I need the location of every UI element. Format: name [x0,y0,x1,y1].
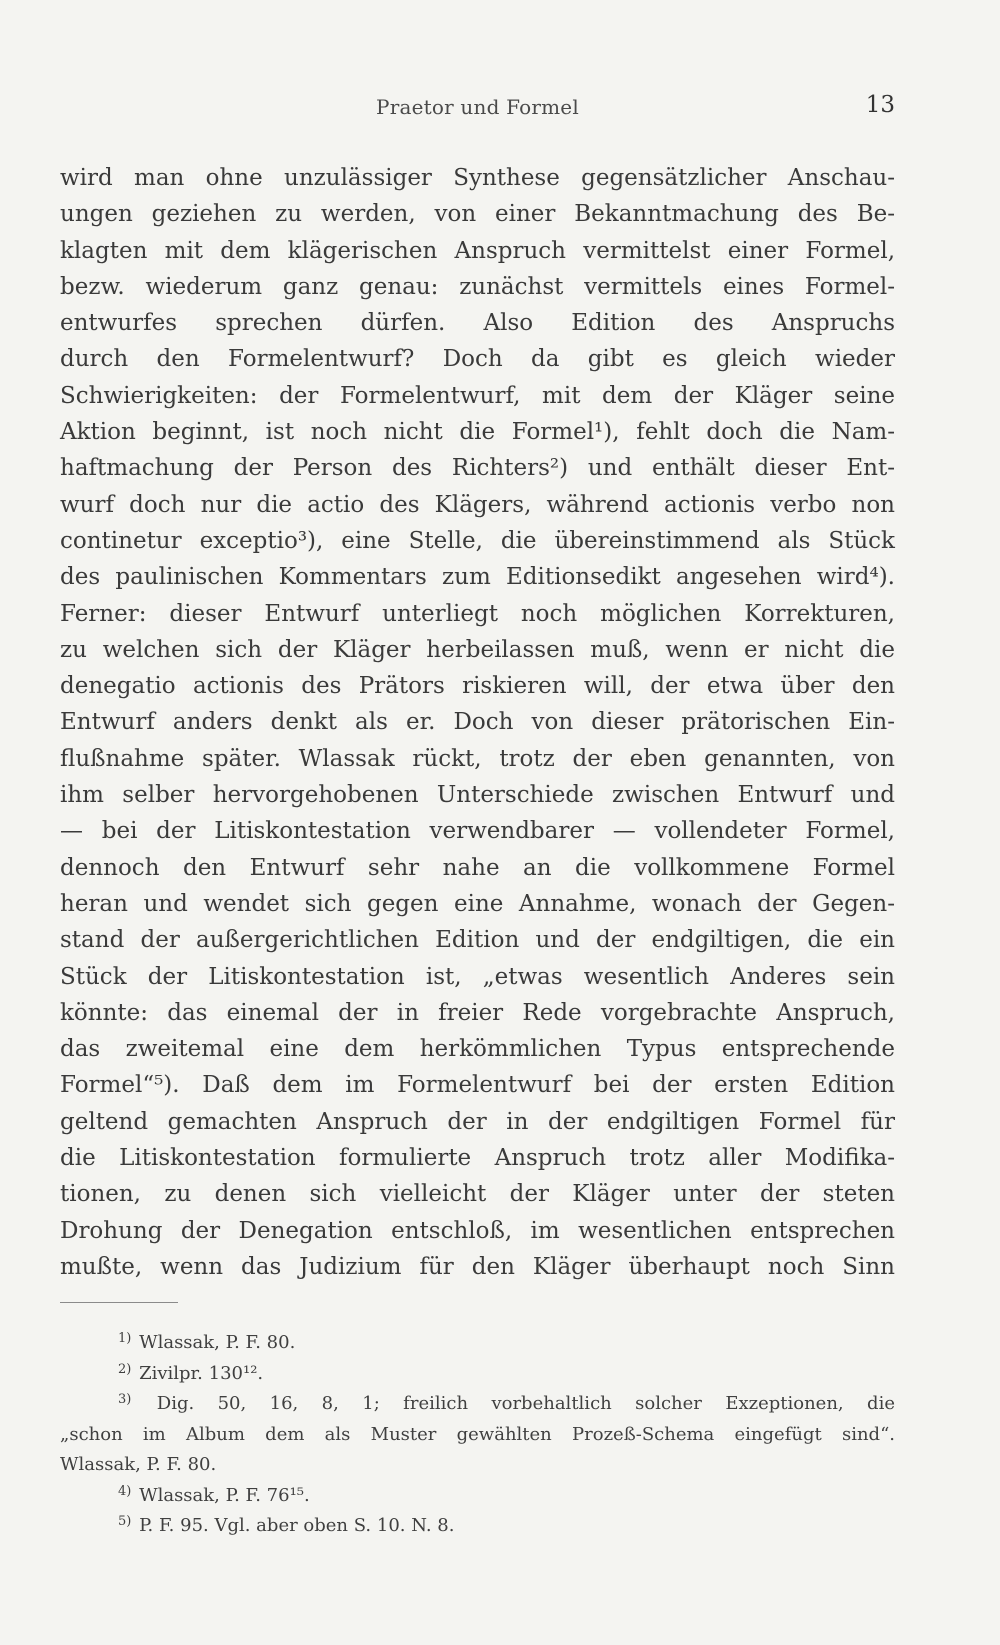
text-line: Drohung der Denegation entschloß, im wesentlichen entsprechen [60,1217,895,1244]
footnote-3 [60,1389,895,1420]
text-line: stand der außergerichtlichen Edition und der endgiltigen, die ein [60,927,895,954]
footnote-3-continued: Wlassak, P. F. 80. [60,1454,217,1475]
footnotes [60,1328,895,1542]
text-line: des paulinischen Kommentars zum Editionsedikt angesehen wird⁴). [60,564,895,591]
page-header [60,92,895,125]
footnote-text: P. F. 95. Vgl. aber oben S. 10. N. 8. [139,1515,455,1536]
text-line: mußte, wenn das Judizium für den Kläger überhaupt noch Sinn [60,1253,895,1280]
footnote-3-continued: „schon im Album dem als Muster gewählten Prozeß-Schema eingefügt sind“. [60,1423,895,1445]
footnote-4 [60,1481,895,1512]
footnote-divider [60,1302,178,1303]
text-line: Schwierigkeiten: der Formelentwurf, mit dem der Kläger seine [60,382,895,409]
page-number: 13 [865,92,895,118]
footnote-1 [60,1328,895,1359]
text-line: klagten mit dem klägerischen Anspruch vermittelst einer Formel, [60,237,895,264]
text-line: ungen geziehen zu werden, von einer Bekanntmachung des Be- [60,201,895,228]
text-line: ihm selber hervorgehobenen Unterschiede zwischen Entwurf und [60,782,895,809]
footnote-marker: 5) [118,1514,132,1529]
main-text [60,160,895,1285]
text-line: continetur exceptio³), eine Stelle, die übereinstimmend als Stück [60,527,895,554]
footnote-text: Dig. 50, 16, 8, 1; freilich vorbehaltlich solcher Exzeptionen, die [156,1393,895,1414]
footnote-marker: 1) [118,1331,132,1346]
text-line: denegatio actionis des Prätors riskieren will, der etwa über den [60,673,895,700]
footnote-2 [60,1359,895,1390]
text-line: Ferner: dieser Entwurf unterliegt noch möglichen Korrekturen, [60,600,895,627]
text-line: Formel“⁵). Daß dem im Formelentwurf bei der ersten Edition [60,1072,895,1099]
text-line: Stück der Litiskontestation ist, „etwas wesentlich Anderes sein [60,963,895,990]
footnote-marker: 4) [118,1483,132,1499]
text-line: könnte: das einemal der in freier Rede vorgebrachte Anspruch, [60,999,895,1026]
text-line: wurf doch nur die actio des Klägers, während actionis verbo non [60,491,895,518]
footnote-text: Zivilpr. 130¹². [139,1362,264,1384]
footnote-text: Wlassak, P. F. 76¹⁵. [139,1484,310,1506]
text-line: durch den Formelentwurf? Doch da gibt es gleich wieder [60,346,895,373]
text-line: dennoch den Entwurf sehr nahe an die vollkommene Formel [60,854,895,881]
text-line: entwurfes sprechen dürfen. Also Edition des Anspruchs [60,310,895,337]
footnote-marker: 3) [118,1392,132,1407]
text-line: bezw. wiederum ganz genau: zunächst vermittels eines Formel- [60,273,895,300]
text-line: zu welchen sich der Kläger herbeilassen muß, wenn er nicht die [60,636,895,663]
text-line: wird man ohne unzulässiger Synthese gegensätzlicher Anschau- [60,165,895,191]
text-line: tionen, zu denen sich vielleicht der Kläger unter der steten [60,1181,895,1208]
text-line: Aktion beginnt, ist noch nicht die Formel¹), fehlt doch die Nam- [60,419,895,446]
text-line: die Litiskontestation formulierte Anspruch trotz aller Modifika- [60,1145,895,1172]
footnote-5 [60,1511,895,1542]
footnote-marker: 2) [118,1361,132,1377]
text-line: geltend gemachten Anspruch der in der endgiltigen Formel für [60,1108,895,1135]
text-line: flußnahme später. Wlassak rückt, trotz der eben genannten, von [60,745,895,772]
text-line: das zweitemal eine dem herkömmlichen Typus entsprechende [60,1036,895,1063]
text-line: — bei der Litiskontestation verwendbarer — vollendeter Formel, [60,818,895,845]
footnote-text: Wlassak, P. F. 80. [139,1332,296,1353]
running-title: Praetor und Formel [376,95,579,119]
text-line: heran und wendet sich gegen eine Annahme, wonach der Gegen- [60,890,895,917]
text-line: Entwurf anders denkt als er. Doch von dieser prätorischen Ein- [60,709,895,736]
text-line: haftmachung der Person des Richters²) und enthält dieser Ent- [60,455,895,482]
